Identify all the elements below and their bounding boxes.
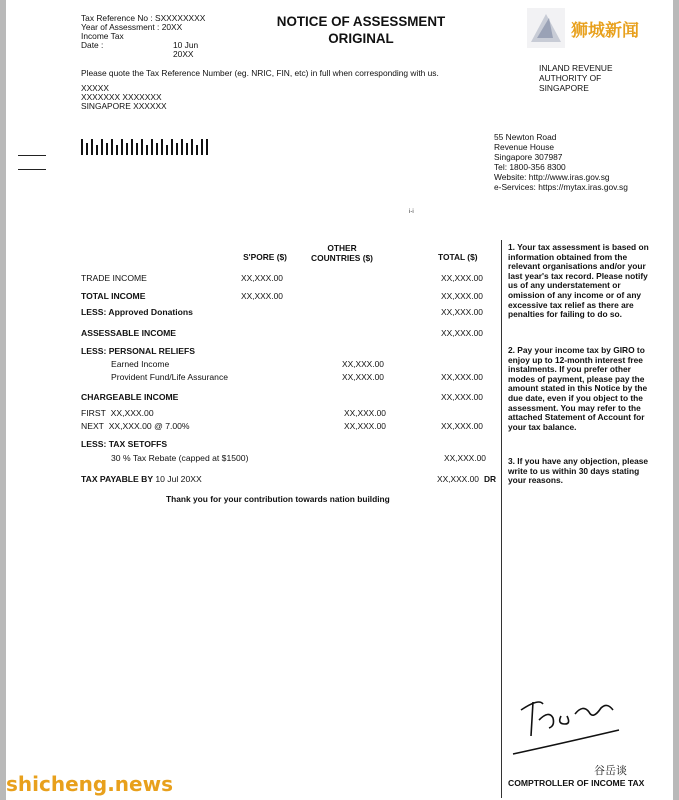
row-trade-income: TRADE INCOME (81, 273, 147, 283)
barcode-icon (81, 137, 211, 157)
cpf-total: XX,XXX.00 (441, 372, 483, 382)
tax-payable-dr: DR (484, 474, 497, 484)
row-assessable-income: ASSESSABLE INCOME (81, 328, 177, 338)
year-of-assessment: Year of Assessment : 20XX (81, 22, 183, 32)
total-income-spore: XX,XXX.00 (241, 291, 283, 301)
row-tax-payable: TAX PAYABLE BY 10 Jul 20XX (81, 474, 202, 484)
row-total-income: TOTAL INCOME (81, 291, 146, 301)
rebate-total: XX,XXX.00 (444, 453, 486, 463)
chargeable-total: XX,XXX.00 (441, 392, 483, 402)
notes-divider (501, 240, 502, 798)
tax-reference: Tax Reference No : SXXXXXXXX (81, 13, 206, 23)
first-other: XX,XXX.00 (344, 408, 386, 418)
tax-payable-total: XX,XXX.00 (437, 474, 479, 484)
total-income-total: XX,XXX.00 (441, 291, 483, 301)
trade-income-total: XX,XXX.00 (441, 273, 483, 283)
header-ref-block (81, 13, 206, 59)
cpf-other: XX,XXX.00 (342, 372, 384, 382)
iras-logo-icon (527, 8, 565, 48)
tax-notice-page (6, 0, 673, 800)
notice-date: Date : 10 Jun 20XX (81, 40, 199, 59)
row-less-donations: LESS: Approved Donations (81, 307, 193, 317)
row-earned-income: Earned Income (111, 359, 170, 369)
contact-info: 55 Newton Road Revenue House Singapore 307987 Tel: 1800-356 8300 Website: http://www.iras.gov.sg e-Services: https://mytax.iras.gov.sg (494, 132, 628, 193)
watermark-weixin: 谷岳谈 (594, 764, 627, 777)
row-cpf-life: Provident Fund/Life Assurance (111, 372, 229, 382)
taxpayer-address: XXXXX XXXXXXX XXXXXXX SINGAPORE XXXXXX (81, 83, 167, 111)
quote-instruction: Please quote the Tax Reference Number (eg. NRIC, FIN, etc) in full when corresponding with us. (81, 68, 439, 78)
row-next: NEXT XX,XXX.00 @ 7.00% (81, 421, 190, 431)
note-3: 3. If you have any objection, please write to us within 30 days stating your reasons. (508, 456, 649, 486)
next-total: XX,XXX.00 (441, 421, 483, 431)
signature-icon (509, 690, 629, 760)
tax-type: Income Tax (81, 31, 124, 41)
col-total: TOTAL ($) (438, 252, 478, 262)
fold-mark (18, 155, 46, 156)
watermark-top: 狮城新闻 (571, 21, 639, 41)
watermark-bottom: shicheng.news (6, 772, 173, 796)
row-chargeable-income: CHARGEABLE INCOME (81, 392, 179, 402)
next-other: XX,XXX.00 (344, 421, 386, 431)
row-first: FIRST XX,XXX.00 (81, 408, 154, 418)
donations-total: XX,XXX.00 (441, 307, 483, 317)
row-less-personal-reliefs: LESS: PERSONAL RELIEFS (81, 346, 195, 356)
earned-income-other: XX,XXX.00 (342, 359, 384, 369)
row-less-tax-setoffs: LESS: TAX SETOFFS (81, 439, 168, 449)
assessable-total: XX,XXX.00 (441, 328, 483, 338)
note-1: 1. Your tax assessment is based on information obtained from the relevant organisations and/or your last year's tax record. Please notify us of any understatement or omission of any income or of any excessive tax relief as there are penalties for failing to do so. (508, 242, 649, 320)
page-marker: i-i (409, 209, 414, 215)
col-other-countries: OTHER COUNTRIES ($) (311, 243, 373, 263)
notice-title: NOTICE OF ASSESSMENT ORIGINAL (276, 14, 446, 46)
col-spore: S'PORE ($) (243, 252, 287, 262)
row-tax-rebate: 30 % Tax Rebate (capped at $1500) (111, 453, 249, 463)
comptroller-title: COMPTROLLER OF INCOME TAX (508, 778, 645, 788)
thanks-message: Thank you for your contribution towards nation building (166, 494, 390, 504)
trade-income-spore: XX,XXX.00 (241, 273, 283, 283)
fold-mark (18, 169, 46, 170)
authority-name: INLAND REVENUE AUTHORITY OF SINGAPORE (539, 63, 613, 93)
note-2: 2. Pay your income tax by GIRO to enjoy up to 12-month interest free instalments. If you prefer other modes of payment, please pay the amount stated in this Notice by the due date, even if you object to the assessment. You may refer to the attached Statement of Account for your tax balance. (508, 345, 648, 432)
